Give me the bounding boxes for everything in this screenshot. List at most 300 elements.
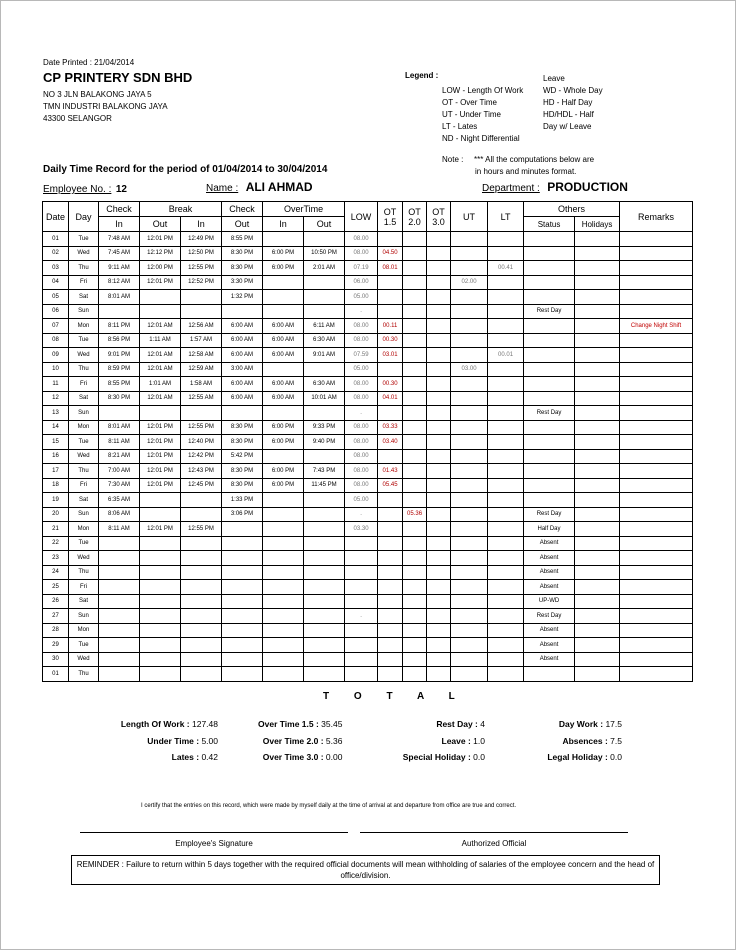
cell-remarks — [620, 304, 693, 319]
cell-day: Wed — [69, 652, 99, 667]
cell-date: 13 — [43, 406, 69, 421]
cell-remarks — [620, 594, 693, 609]
official-signature-line — [360, 832, 628, 833]
cell-date: 01 — [43, 232, 69, 247]
cell-remarks — [620, 435, 693, 450]
cell-check-out: 6:00 AM — [222, 333, 263, 348]
cell-ot15 — [378, 609, 403, 624]
cell-break-out: 1:11 AM — [140, 333, 181, 348]
cell-ot15: 05.45 — [378, 478, 403, 493]
cell-status: Half Day — [524, 522, 575, 537]
cell-ot-out: 6:30 AM — [304, 333, 345, 348]
legend-item: OT - Over Time — [442, 98, 497, 107]
cell-ot20 — [403, 391, 427, 406]
cell-remarks: Change Night Shift — [620, 319, 693, 334]
cell-ot20 — [403, 275, 427, 290]
cell-low: 08.00 — [345, 420, 378, 435]
cell-date: 18 — [43, 478, 69, 493]
cell-check-out — [222, 594, 263, 609]
total-dw-value: 17.5 — [605, 719, 622, 729]
cell-holidays — [575, 551, 620, 566]
cell-ot-in — [263, 667, 304, 682]
cell-day: Wed — [69, 348, 99, 363]
cell-ot-in — [263, 638, 304, 653]
cell-break-in: 12:55 AM — [181, 391, 222, 406]
cell-ot-in — [263, 290, 304, 305]
cell-ot15 — [378, 290, 403, 305]
cell-lt — [488, 232, 524, 247]
cell-break-in: 12:55 PM — [181, 522, 222, 537]
cell-ot-in: 6:00 PM — [263, 464, 304, 479]
cell-date: 15 — [43, 435, 69, 450]
cell-ot15: 00.11 — [378, 319, 403, 334]
cell-remarks — [620, 261, 693, 276]
cell-check-in: 7:00 AM — [99, 464, 140, 479]
cell-date: 25 — [43, 580, 69, 595]
cell-ot15 — [378, 652, 403, 667]
cell-check-out — [222, 580, 263, 595]
cell-ot-out — [304, 449, 345, 464]
cell-status: Absent — [524, 551, 575, 566]
cell-break-out — [140, 493, 181, 508]
cell-ot20 — [403, 319, 427, 334]
cell-ut — [451, 638, 488, 653]
cell-ut — [451, 406, 488, 421]
cell-ot-out: 6:30 AM — [304, 377, 345, 392]
cell-ot30 — [427, 464, 451, 479]
note-text — [474, 154, 594, 178]
cell-lt — [488, 391, 524, 406]
total-ot15-label: Over Time 1.5 : — [258, 719, 319, 729]
cell-break-in — [181, 406, 222, 421]
cell-break-out: 12:01 PM — [140, 435, 181, 450]
cell-ot15 — [378, 551, 403, 566]
cell-break-out — [140, 652, 181, 667]
cell-break-out: 1:01 AM — [140, 377, 181, 392]
cell-check-out — [222, 551, 263, 566]
cell-day: Thu — [69, 667, 99, 682]
cell-check-in — [99, 406, 140, 421]
cell-ot-out — [304, 638, 345, 653]
cell-ot15 — [378, 594, 403, 609]
cell-break-out — [140, 290, 181, 305]
cell-check-in: 8:56 PM — [99, 333, 140, 348]
table-row — [43, 478, 693, 493]
legend-item: ND - Night Differential — [442, 134, 520, 143]
cell-break-out — [140, 594, 181, 609]
total-lh-label: Legal Holiday : — [547, 752, 608, 762]
cell-low: 08.00 — [345, 464, 378, 479]
cell-ut — [451, 522, 488, 537]
cell-ut — [451, 290, 488, 305]
col-status: Status — [524, 217, 575, 232]
cell-low: . — [345, 406, 378, 421]
cell-ot-out: 7:43 PM — [304, 464, 345, 479]
cell-lt: 00.01 — [488, 348, 524, 363]
cell-holidays — [575, 377, 620, 392]
cell-low — [345, 594, 378, 609]
employee-name-label: Name : — [206, 183, 239, 194]
cell-ot30 — [427, 551, 451, 566]
cell-holidays — [575, 507, 620, 522]
cell-day: Sat — [69, 391, 99, 406]
totals-col-1 — [121, 716, 218, 766]
cell-lt — [488, 594, 524, 609]
cell-day: Mon — [69, 623, 99, 638]
cell-holidays — [575, 667, 620, 682]
cell-status — [524, 275, 575, 290]
employee-name-value: ALI AHMAD — [245, 180, 313, 194]
cell-ot15 — [378, 304, 403, 319]
cell-status — [524, 232, 575, 247]
cell-status: Absent — [524, 623, 575, 638]
cell-break-in — [181, 609, 222, 624]
cell-ut — [451, 391, 488, 406]
cell-ot30 — [427, 667, 451, 682]
cell-ot20 — [403, 667, 427, 682]
totals-col-2 — [258, 716, 342, 766]
cell-lt — [488, 551, 524, 566]
cell-lt — [488, 580, 524, 595]
cell-check-in: 9:11 AM — [99, 261, 140, 276]
cell-ot15 — [378, 536, 403, 551]
col-break: Break — [140, 202, 222, 217]
cell-check-in — [99, 580, 140, 595]
table-row — [43, 623, 693, 638]
cell-holidays — [575, 464, 620, 479]
total-dw-label: Day Work : — [558, 719, 604, 729]
cell-ot-out — [304, 362, 345, 377]
cell-ot-in — [263, 406, 304, 421]
cell-holidays — [575, 304, 620, 319]
time-record-table — [42, 201, 693, 682]
cell-check-out: 6:00 AM — [222, 391, 263, 406]
cell-date: 19 — [43, 493, 69, 508]
cell-check-in — [99, 609, 140, 624]
cell-ot15: 03.01 — [378, 348, 403, 363]
cell-ot-out: 10:50 PM — [304, 246, 345, 261]
cell-holidays — [575, 420, 620, 435]
cell-ot-out — [304, 551, 345, 566]
cell-date: 12 — [43, 391, 69, 406]
cell-ot-out: 9:01 AM — [304, 348, 345, 363]
cell-break-out — [140, 551, 181, 566]
cell-date: 10 — [43, 362, 69, 377]
cell-break-in: 12:55 PM — [181, 261, 222, 276]
col-remarks: Remarks — [620, 202, 693, 232]
cell-remarks — [620, 275, 693, 290]
cell-ot20 — [403, 565, 427, 580]
cell-ot-out — [304, 652, 345, 667]
cell-break-in — [181, 652, 222, 667]
cell-date: 22 — [43, 536, 69, 551]
cell-day: Thu — [69, 464, 99, 479]
cell-ot-in: 6:00 AM — [263, 319, 304, 334]
cell-check-in — [99, 594, 140, 609]
cell-check-in — [99, 638, 140, 653]
cell-ot30 — [427, 406, 451, 421]
cell-ot30 — [427, 522, 451, 537]
table-row — [43, 348, 693, 363]
col-break-out: Out — [140, 217, 181, 232]
cell-ut — [451, 565, 488, 580]
cell-ot15: 03.40 — [378, 435, 403, 450]
cell-ot-in — [263, 609, 304, 624]
cell-break-in: 1:57 AM — [181, 333, 222, 348]
cell-status: Absent — [524, 652, 575, 667]
cell-ot-in — [263, 652, 304, 667]
cell-low: 08.00 — [345, 377, 378, 392]
col-ot20 — [403, 202, 427, 232]
cell-low: 08.00 — [345, 391, 378, 406]
cell-ot15 — [378, 623, 403, 638]
cell-break-out: 12:01 PM — [140, 449, 181, 464]
cell-day: Tue — [69, 638, 99, 653]
col-lt: LT — [488, 202, 524, 232]
cell-status — [524, 319, 575, 334]
cell-lt — [488, 522, 524, 537]
cell-check-out: 5:42 PM — [222, 449, 263, 464]
cell-check-out — [222, 406, 263, 421]
cell-status — [524, 377, 575, 392]
table-row — [43, 406, 693, 421]
cell-ut — [451, 420, 488, 435]
total-sph-value: 0.0 — [473, 752, 485, 762]
cell-ut — [451, 319, 488, 334]
cell-check-out: 8:30 PM — [222, 464, 263, 479]
table-row — [43, 580, 693, 595]
cell-status: Absent — [524, 536, 575, 551]
cell-day: Sun — [69, 507, 99, 522]
ot20-bottom: 2.0 — [408, 216, 421, 227]
cell-ot-in: 6:00 PM — [263, 420, 304, 435]
cell-status — [524, 449, 575, 464]
cell-ot20 — [403, 536, 427, 551]
cell-date: 07 — [43, 319, 69, 334]
cell-check-out: 8:30 PM — [222, 478, 263, 493]
cell-ut — [451, 261, 488, 276]
col-ot-out: Out — [304, 217, 345, 232]
col-ot15 — [378, 202, 403, 232]
table-row — [43, 362, 693, 377]
cell-check-in: 7:45 AM — [99, 246, 140, 261]
cell-ot20 — [403, 609, 427, 624]
cell-holidays — [575, 536, 620, 551]
cell-ot20 — [403, 261, 427, 276]
ot15-top: OT — [383, 206, 397, 217]
cell-check-out: 8:55 PM — [222, 232, 263, 247]
cell-ot-in — [263, 536, 304, 551]
cell-check-in: 8:55 PM — [99, 377, 140, 392]
table-row — [43, 493, 693, 508]
totals-col-3 — [403, 716, 485, 766]
cell-ut — [451, 623, 488, 638]
cell-ot20 — [403, 435, 427, 450]
cell-ot15 — [378, 638, 403, 653]
cell-low: 05.00 — [345, 362, 378, 377]
totals-col-4 — [547, 716, 622, 766]
cell-check-out — [222, 609, 263, 624]
cell-low: 05.00 — [345, 290, 378, 305]
cell-remarks — [620, 667, 693, 682]
cell-break-out: 12:01 PM — [140, 464, 181, 479]
reminder-box: REMINDER : Failure to return within 5 days together with the required official documents will mean withholding of salaries of the employee concern and the head of office/division. — [71, 855, 660, 885]
col-ot-in: In — [263, 217, 304, 232]
cell-ut: 03.00 — [451, 362, 488, 377]
cell-check-out: 8:30 PM — [222, 261, 263, 276]
cell-check-in — [99, 304, 140, 319]
cell-check-in — [99, 565, 140, 580]
cell-day: Sat — [69, 594, 99, 609]
cell-lt — [488, 377, 524, 392]
cell-remarks — [620, 580, 693, 595]
cell-check-out: 3:00 AM — [222, 362, 263, 377]
cell-ut — [451, 464, 488, 479]
cell-ot-out: 2:01 AM — [304, 261, 345, 276]
cell-check-out — [222, 565, 263, 580]
cell-ut — [451, 333, 488, 348]
cell-break-in: 1:58 AM — [181, 377, 222, 392]
cell-lt — [488, 246, 524, 261]
address-line-2: TMN INDUSTRI BALAKONG JAYA — [43, 102, 168, 111]
cell-ot30 — [427, 391, 451, 406]
cell-lt — [488, 536, 524, 551]
cell-ot30 — [427, 449, 451, 464]
table-row — [43, 232, 693, 247]
cell-status — [524, 348, 575, 363]
cell-date: 08 — [43, 333, 69, 348]
cell-check-in — [99, 551, 140, 566]
col-low: LOW — [345, 202, 378, 232]
cell-holidays — [575, 493, 620, 508]
table-row — [43, 391, 693, 406]
col-overtime: OverTime — [263, 202, 345, 217]
cell-break-out: 12:01 PM — [140, 275, 181, 290]
note-line-2: in hours and minutes format. — [475, 167, 577, 176]
cell-holidays — [575, 290, 620, 305]
cell-low: 08.00 — [345, 232, 378, 247]
table-row — [43, 638, 693, 653]
cell-holidays — [575, 391, 620, 406]
cell-break-out — [140, 580, 181, 595]
cell-ot20 — [403, 478, 427, 493]
cell-low — [345, 580, 378, 595]
col-ut: UT — [451, 202, 488, 232]
cell-break-out: 12:01 PM — [140, 232, 181, 247]
cell-day: Tue — [69, 435, 99, 450]
cell-remarks — [620, 232, 693, 247]
cell-holidays — [575, 652, 620, 667]
cell-check-in: 8:11 PM — [99, 319, 140, 334]
cell-date: 05 — [43, 290, 69, 305]
table-row — [43, 507, 693, 522]
cell-date: 20 — [43, 507, 69, 522]
cell-ot15: 01.43 — [378, 464, 403, 479]
cell-lt — [488, 304, 524, 319]
cell-break-in — [181, 304, 222, 319]
cell-ot20 — [403, 420, 427, 435]
cell-break-in: 12:55 PM — [181, 420, 222, 435]
cell-date: 04 — [43, 275, 69, 290]
cell-break-in: 12:59 AM — [181, 362, 222, 377]
col-ot30 — [427, 202, 451, 232]
cell-ot-in: 6:00 AM — [263, 348, 304, 363]
cell-ut — [451, 536, 488, 551]
cell-remarks — [620, 623, 693, 638]
total-ot30-value: 0.00 — [325, 752, 343, 762]
legend-title: Legend : — [405, 71, 439, 80]
cell-ot-in — [263, 565, 304, 580]
cell-ot20 — [403, 290, 427, 305]
cell-ut — [451, 551, 488, 566]
cell-ot20: 05.36 — [403, 507, 427, 522]
cell-break-in: 12:52 PM — [181, 275, 222, 290]
cell-check-in — [99, 667, 140, 682]
cell-low: 03.30 — [345, 522, 378, 537]
cell-remarks — [620, 551, 693, 566]
cell-ot20 — [403, 406, 427, 421]
cell-ot-out — [304, 507, 345, 522]
cell-holidays — [575, 565, 620, 580]
cell-date: 30 — [43, 652, 69, 667]
cell-remarks — [620, 246, 693, 261]
cell-ot15: 00.30 — [378, 377, 403, 392]
cell-ot-in — [263, 507, 304, 522]
cell-low: 08.00 — [345, 246, 378, 261]
total-ot20-value: 5.36 — [325, 735, 343, 746]
cell-ot-out — [304, 522, 345, 537]
cell-lt — [488, 290, 524, 305]
cell-check-out: 8:30 PM — [222, 420, 263, 435]
table-row — [43, 304, 693, 319]
employee-signature-label: Employee's Signature — [175, 839, 253, 848]
cell-day: Tue — [69, 536, 99, 551]
cell-date: 23 — [43, 551, 69, 566]
cell-holidays — [575, 623, 620, 638]
cell-ot30 — [427, 246, 451, 261]
cell-ot-out — [304, 623, 345, 638]
cell-ot30 — [427, 580, 451, 595]
cell-ot30 — [427, 333, 451, 348]
cell-ot20 — [403, 348, 427, 363]
cell-day: Fri — [69, 275, 99, 290]
total-rest-value: 4 — [480, 719, 485, 729]
cell-holidays — [575, 232, 620, 247]
col-break-in: In — [181, 217, 222, 232]
cell-break-in: 12:43 PM — [181, 464, 222, 479]
cell-ot15 — [378, 667, 403, 682]
cell-date: 02 — [43, 246, 69, 261]
cell-break-in — [181, 290, 222, 305]
date-printed: Date Printed : 21/04/2014 — [43, 58, 135, 67]
cell-lt — [488, 435, 524, 450]
cell-ot-in — [263, 449, 304, 464]
table-row — [43, 551, 693, 566]
total-rest-label: Rest Day : — [436, 719, 478, 729]
cell-ut — [451, 594, 488, 609]
cell-break-out: 12:01 PM — [140, 478, 181, 493]
total-ut-value: 5.00 — [201, 735, 218, 746]
cell-low — [345, 565, 378, 580]
cell-ot15: 00.30 — [378, 333, 403, 348]
cell-low — [345, 638, 378, 653]
cell-ot15 — [378, 449, 403, 464]
cell-ot30 — [427, 478, 451, 493]
cell-low: 06.00 — [345, 275, 378, 290]
cell-remarks — [620, 652, 693, 667]
cell-break-out: 12:12 PM — [140, 246, 181, 261]
cell-ot-in: 6:00 AM — [263, 391, 304, 406]
